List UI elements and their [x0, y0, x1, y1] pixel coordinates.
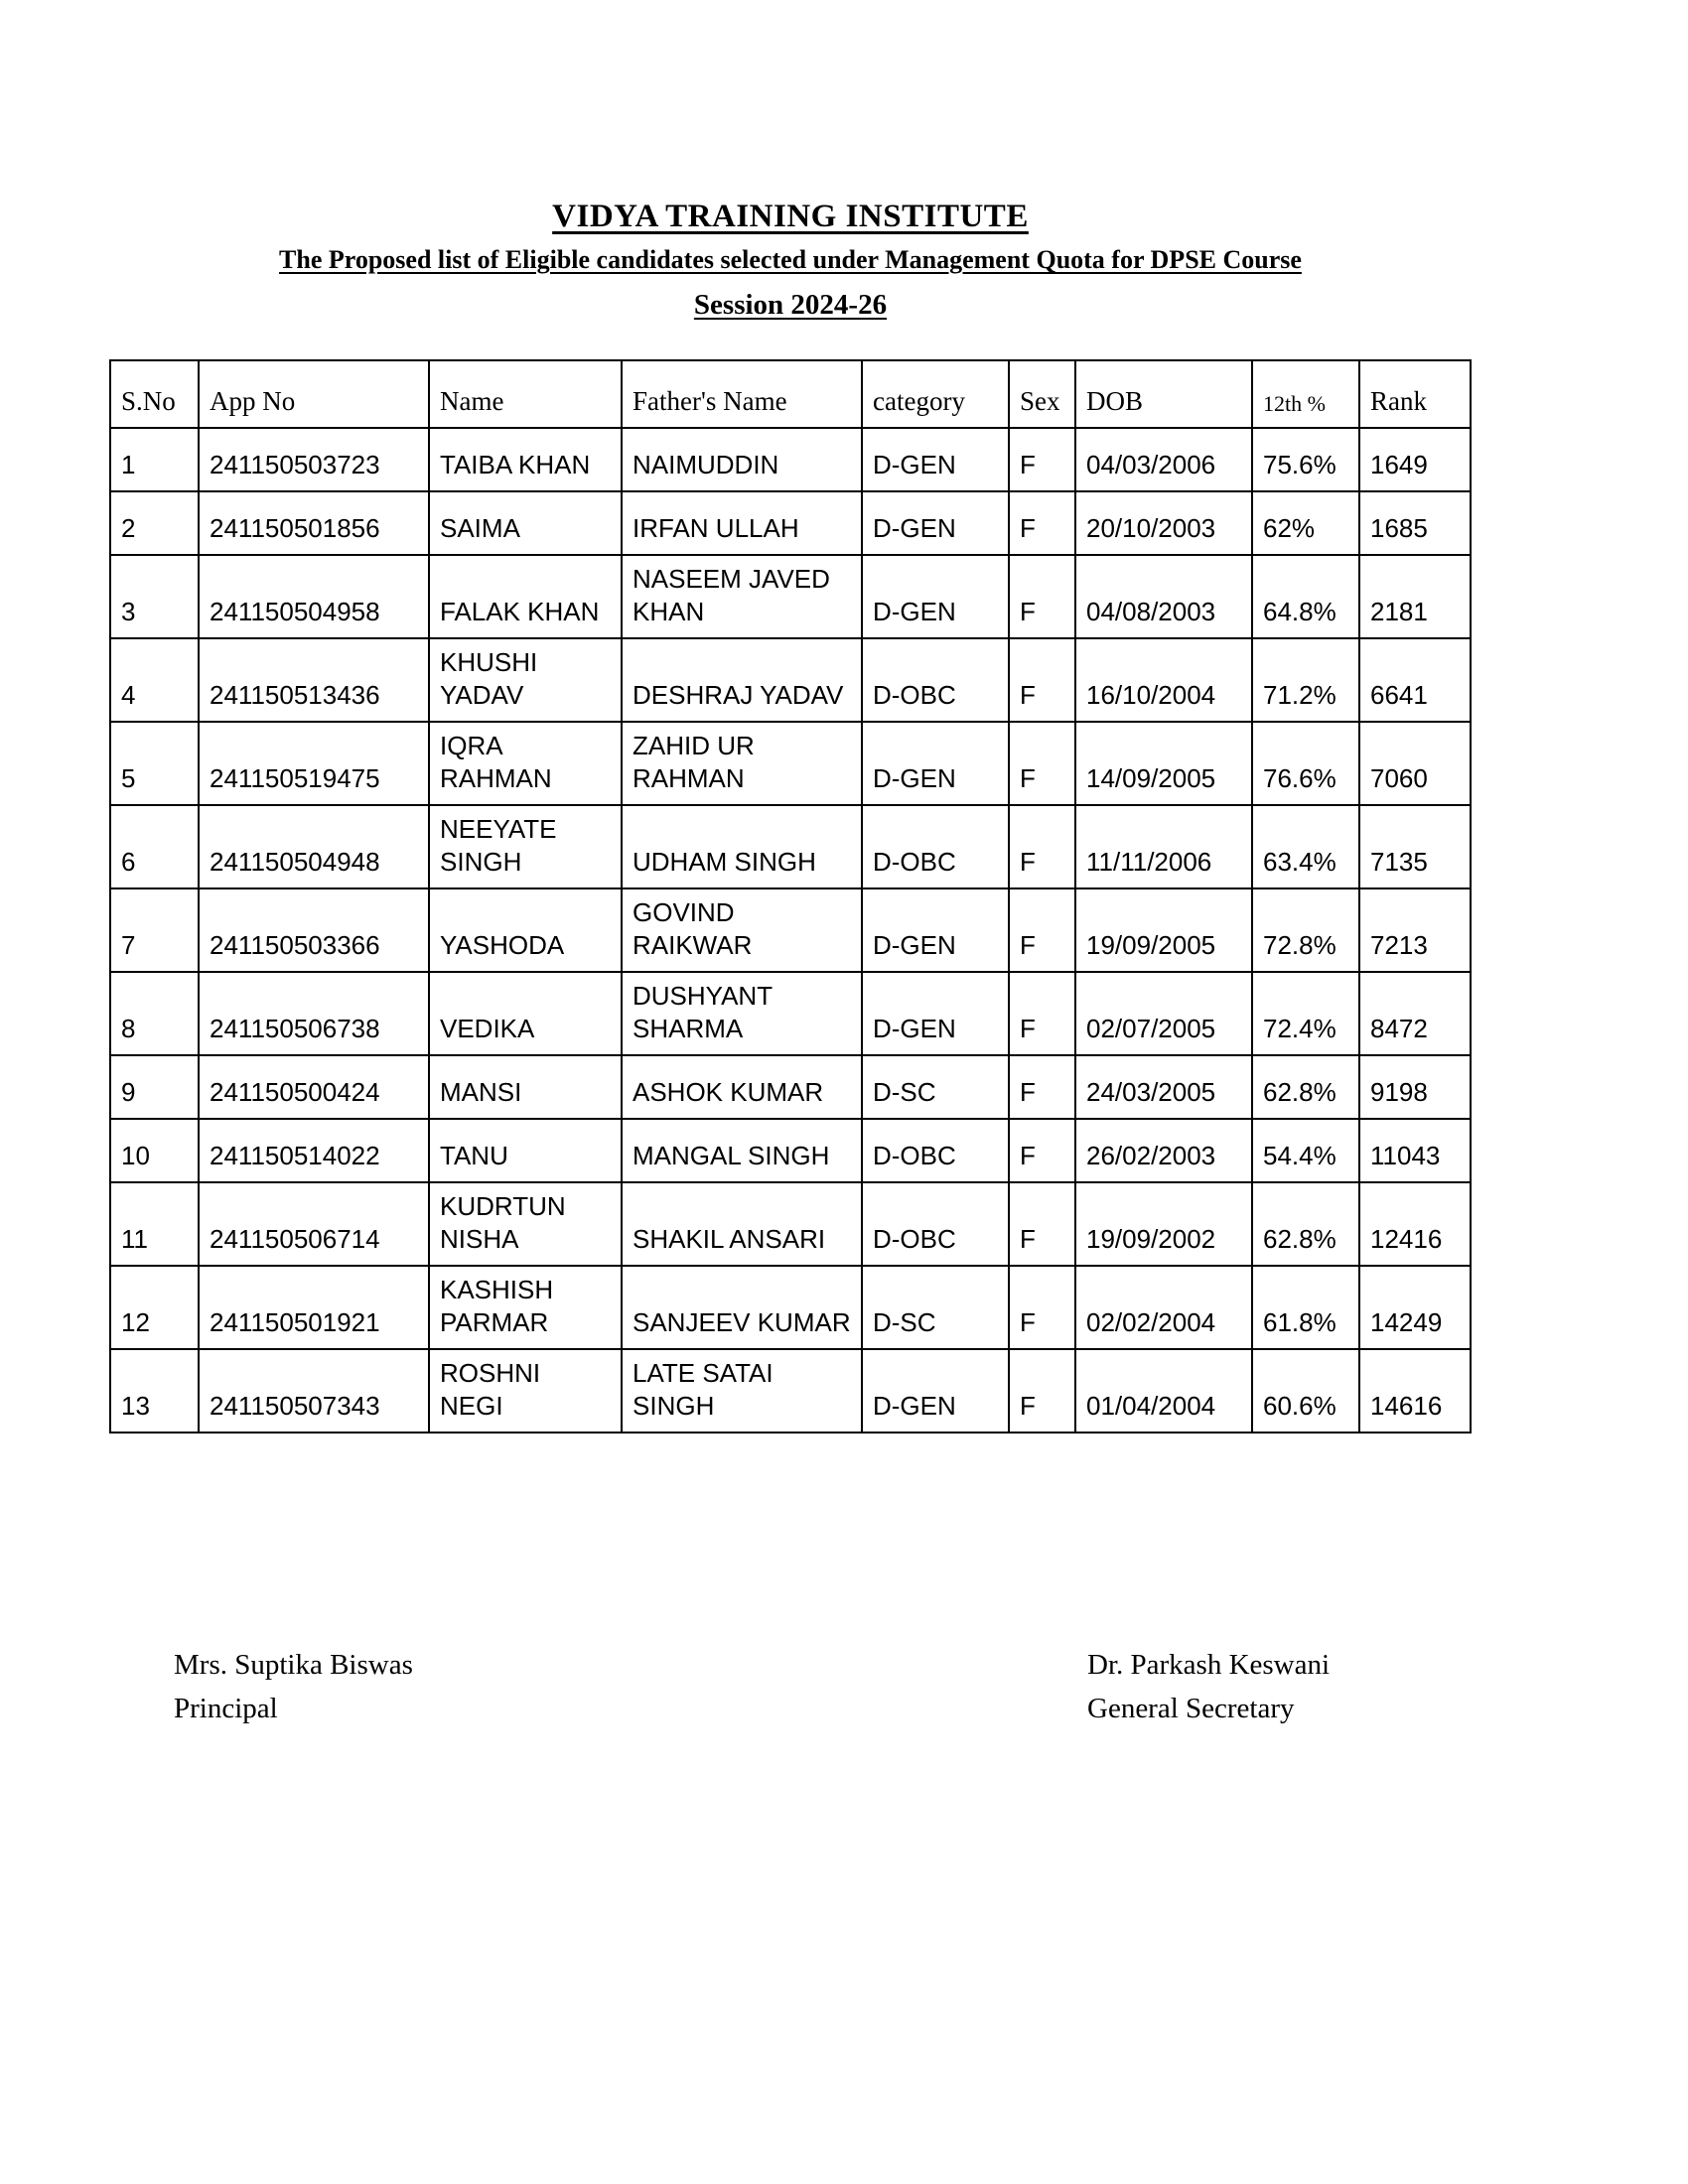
table-row — [110, 972, 1471, 1055]
table-cell: 19/09/2005 — [1075, 888, 1252, 972]
table-cell: 241150506714 — [199, 1182, 429, 1266]
table-cell: NEEYATE SINGH — [429, 805, 622, 888]
table-cell: IQRA RAHMAN — [429, 722, 622, 805]
candidates-table — [109, 359, 1472, 1433]
table-cell: 241150519475 — [199, 722, 429, 805]
table-cell: F — [1009, 805, 1075, 888]
table-cell: 60.6% — [1252, 1349, 1359, 1433]
table-cell: 8 — [110, 972, 199, 1055]
table-cell: 241150504958 — [199, 555, 429, 638]
table-cell: SANJEEV KUMAR — [622, 1266, 862, 1349]
table-cell: F — [1009, 428, 1075, 491]
table-cell: 71.2% — [1252, 638, 1359, 722]
table-cell: 63.4% — [1252, 805, 1359, 888]
table-row — [110, 1266, 1471, 1349]
table-cell: F — [1009, 1266, 1075, 1349]
column-header-appno: App No — [199, 360, 429, 428]
table-cell: 14/09/2005 — [1075, 722, 1252, 805]
table-cell: 62.8% — [1252, 1055, 1359, 1119]
signature-right-name: Dr. Parkash Keswani — [1087, 1649, 1331, 1681]
table-cell: D-GEN — [862, 888, 1009, 972]
table-cell: 19/09/2002 — [1075, 1182, 1252, 1266]
table-cell: D-SC — [862, 1055, 1009, 1119]
table-cell: KHUSHI YADAV — [429, 638, 622, 722]
table-cell: 241150501921 — [199, 1266, 429, 1349]
table-row — [110, 1182, 1471, 1266]
table-cell: D-GEN — [862, 428, 1009, 491]
table-cell: 1649 — [1359, 428, 1471, 491]
session-label: Session 2024-26 — [693, 289, 888, 321]
table-cell: 9198 — [1359, 1055, 1471, 1119]
table-cell: D-GEN — [862, 972, 1009, 1055]
column-header-rank: Rank — [1359, 360, 1471, 428]
table-cell: 12416 — [1359, 1182, 1471, 1266]
table-row — [110, 1055, 1471, 1119]
table-cell: LATE SATAI SINGH — [622, 1349, 862, 1433]
table-cell: 241150514022 — [199, 1119, 429, 1182]
table-cell: 24/03/2005 — [1075, 1055, 1252, 1119]
signature-left — [174, 1643, 413, 1730]
table-cell: 11 — [110, 1182, 199, 1266]
table-cell: D-GEN — [862, 1349, 1009, 1433]
table-row — [110, 428, 1471, 491]
table-cell: 3 — [110, 555, 199, 638]
table-cell: 241150500424 — [199, 1055, 429, 1119]
table-cell: TANU — [429, 1119, 622, 1182]
signature-left-name: Mrs. Suptika Biswas — [174, 1649, 413, 1681]
table-cell: TAIBA KHAN — [429, 428, 622, 491]
table-cell: D-OBC — [862, 1182, 1009, 1266]
table-row — [110, 1119, 1471, 1182]
table-row — [110, 888, 1471, 972]
table-cell: 11/11/2006 — [1075, 805, 1252, 888]
table-cell: 7060 — [1359, 722, 1471, 805]
table-cell: D-OBC — [862, 638, 1009, 722]
table-cell: 72.4% — [1252, 972, 1359, 1055]
table-cell: 9 — [110, 1055, 199, 1119]
table-cell: NASEEM JAVED KHAN — [622, 555, 862, 638]
table-cell: D-SC — [862, 1266, 1009, 1349]
table-cell: 54.4% — [1252, 1119, 1359, 1182]
table-row — [110, 555, 1471, 638]
table-cell: 2181 — [1359, 555, 1471, 638]
table-cell: 02/07/2005 — [1075, 972, 1252, 1055]
table-cell: 16/10/2004 — [1075, 638, 1252, 722]
table-body — [110, 428, 1471, 1433]
column-header-12th-percent: 12th % — [1252, 360, 1359, 428]
table-cell: 62.8% — [1252, 1182, 1359, 1266]
table-cell: UDHAM SINGH — [622, 805, 862, 888]
table-cell: 64.8% — [1252, 555, 1359, 638]
table-cell: ASHOK KUMAR — [622, 1055, 862, 1119]
table-cell: 241150503366 — [199, 888, 429, 972]
table-cell: F — [1009, 638, 1075, 722]
document-subtitle: The Proposed list of Eligible candidates selected under Management Quota for DPSE Course — [279, 245, 1302, 274]
table-cell: D-OBC — [862, 1119, 1009, 1182]
table-cell: 7213 — [1359, 888, 1471, 972]
table-cell: D-GEN — [862, 491, 1009, 555]
table-cell: 12 — [110, 1266, 199, 1349]
table-cell: 76.6% — [1252, 722, 1359, 805]
table-cell: F — [1009, 722, 1075, 805]
table-cell: 26/02/2003 — [1075, 1119, 1252, 1182]
table-cell: YASHODA — [429, 888, 622, 972]
table-row — [110, 1349, 1471, 1433]
column-header-father: Father's Name — [622, 360, 862, 428]
table-cell: MANSI — [429, 1055, 622, 1119]
table-cell: 5 — [110, 722, 199, 805]
table-cell: 8472 — [1359, 972, 1471, 1055]
table-cell: F — [1009, 491, 1075, 555]
table-cell: MANGAL SINGH — [622, 1119, 862, 1182]
table-row — [110, 638, 1471, 722]
table-cell: FALAK KHAN — [429, 555, 622, 638]
table-cell: ROSHNI NEGI — [429, 1349, 622, 1433]
table-cell: 241150504948 — [199, 805, 429, 888]
table-cell: VEDIKA — [429, 972, 622, 1055]
table-cell: 04/08/2003 — [1075, 555, 1252, 638]
signature-right-title: General Secretary — [1087, 1693, 1295, 1724]
table-cell: DUSHYANT SHARMA — [622, 972, 862, 1055]
institute-title: VIDYA TRAINING INSTITUTE — [552, 199, 1029, 234]
table-cell: SAIMA — [429, 491, 622, 555]
table-cell: KASHISH PARMAR — [429, 1266, 622, 1349]
heading-block — [109, 199, 1472, 322]
table-cell: 13 — [110, 1349, 199, 1433]
table-cell: KUDRTUN NISHA — [429, 1182, 622, 1266]
table-cell: F — [1009, 1349, 1075, 1433]
table-cell: 62% — [1252, 491, 1359, 555]
column-header-dob: DOB — [1075, 360, 1252, 428]
table-cell: 7 — [110, 888, 199, 972]
table-cell: 241150507343 — [199, 1349, 429, 1433]
table-cell: 241150501856 — [199, 491, 429, 555]
table-cell: 75.6% — [1252, 428, 1359, 491]
table-cell: 01/04/2004 — [1075, 1349, 1252, 1433]
table-cell: 241150506738 — [199, 972, 429, 1055]
table-cell: F — [1009, 1182, 1075, 1266]
table-cell: 14616 — [1359, 1349, 1471, 1433]
table-cell: 04/03/2006 — [1075, 428, 1252, 491]
table-cell: GOVIND RAIKWAR — [622, 888, 862, 972]
table-cell: DESHRAJ YADAV — [622, 638, 862, 722]
table-cell: 14249 — [1359, 1266, 1471, 1349]
table-header — [110, 360, 1471, 428]
table-cell: SHAKIL ANSARI — [622, 1182, 862, 1266]
document-content — [109, 199, 1472, 1433]
table-cell: F — [1009, 888, 1075, 972]
table-cell: 6641 — [1359, 638, 1471, 722]
table-cell: 1 — [110, 428, 199, 491]
table-cell: IRFAN ULLAH — [622, 491, 862, 555]
header-row — [110, 360, 1471, 428]
table-cell: ZAHID UR RAHMAN — [622, 722, 862, 805]
table-cell: D-GEN — [862, 555, 1009, 638]
table-cell: 6 — [110, 805, 199, 888]
table-cell: 61.8% — [1252, 1266, 1359, 1349]
table-cell: 2 — [110, 491, 199, 555]
table-cell: F — [1009, 1119, 1075, 1182]
column-header-name: Name — [429, 360, 622, 428]
table-cell: F — [1009, 555, 1075, 638]
table-row — [110, 805, 1471, 888]
column-header-sno: S.No — [110, 360, 199, 428]
table-cell: 4 — [110, 638, 199, 722]
signature-right — [1087, 1643, 1330, 1730]
table-cell: F — [1009, 972, 1075, 1055]
table-cell: 02/02/2004 — [1075, 1266, 1252, 1349]
table-cell: 11043 — [1359, 1119, 1471, 1182]
table-cell: D-OBC — [862, 805, 1009, 888]
table-cell: 7135 — [1359, 805, 1471, 888]
table-cell: 241150503723 — [199, 428, 429, 491]
table-cell: 20/10/2003 — [1075, 491, 1252, 555]
signature-left-title: Principal — [174, 1693, 278, 1724]
table-row — [110, 491, 1471, 555]
table-cell: 1685 — [1359, 491, 1471, 555]
table-row — [110, 722, 1471, 805]
table-cell: F — [1009, 1055, 1075, 1119]
table-cell: 72.8% — [1252, 888, 1359, 972]
table-cell: D-GEN — [862, 722, 1009, 805]
table-cell: NAIMUDDIN — [622, 428, 862, 491]
table-cell: 10 — [110, 1119, 199, 1182]
column-header-category: category — [862, 360, 1009, 428]
table-cell: 241150513436 — [199, 638, 429, 722]
column-header-sex: Sex — [1009, 360, 1075, 428]
